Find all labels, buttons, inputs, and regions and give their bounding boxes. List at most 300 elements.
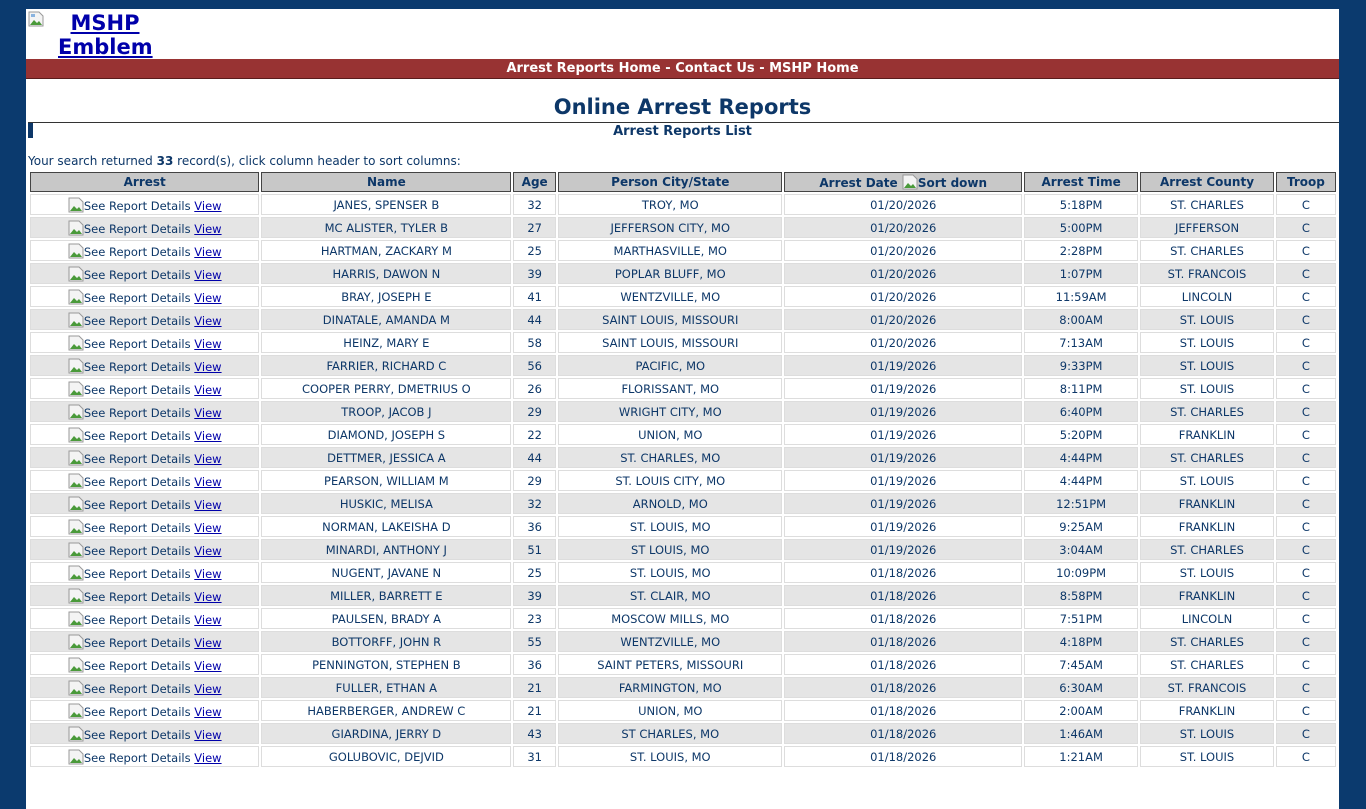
table-row — [30, 194, 1336, 215]
city-state-cell: SAINT PETERS, MISSOURI — [558, 654, 782, 675]
report-details-image-icon — [68, 381, 84, 397]
age-cell: 36 — [513, 516, 556, 537]
city-state-cell: FLORISSANT, MO — [558, 378, 782, 399]
city-state-cell: JEFFERSON CITY, MO — [558, 217, 782, 238]
age-cell: 29 — [513, 470, 556, 491]
table-row — [30, 470, 1336, 491]
city-state-cell: MOSCOW MILLS, MO — [558, 608, 782, 629]
city-state-cell: MARTHASVILLE, MO — [558, 240, 782, 261]
view-report-link[interactable]: View — [194, 428, 222, 443]
age-cell: 21 — [513, 700, 556, 721]
arrest-date-cell: 01/19/2026 — [784, 516, 1022, 537]
view-report-link[interactable]: View — [194, 313, 222, 328]
report-details-alt-text: See Report Details — [83, 267, 191, 282]
arrest-time-cell: 3:04AM — [1024, 539, 1138, 560]
name-cell: MINARDI, ANTHONY J — [261, 539, 511, 560]
age-cell: 44 — [513, 447, 556, 468]
report-details-alt-text: See Report Details — [83, 198, 191, 213]
report-details-alt-text: See Report Details — [83, 244, 191, 259]
arrest-date-cell: 01/18/2026 — [784, 677, 1022, 698]
arrest-county-cell: ST. LOUIS — [1140, 470, 1274, 491]
report-details-alt-text: See Report Details — [83, 221, 191, 236]
arrest-time-cell: 7:45AM — [1024, 654, 1138, 675]
table-row — [30, 631, 1336, 652]
city-state-cell: ST. LOUIS, MO — [558, 516, 782, 537]
troop-cell: C — [1276, 631, 1336, 652]
top-nav — [26, 59, 1339, 79]
name-cell: FULLER, ETHAN A — [261, 677, 511, 698]
arrest-cell — [30, 700, 259, 721]
search-summary — [28, 153, 461, 169]
name-cell: HARRIS, DAWON N — [261, 263, 511, 284]
report-details-image-icon — [68, 404, 84, 420]
report-details-alt-text: See Report Details — [83, 382, 191, 397]
view-report-link[interactable]: View — [194, 543, 222, 558]
name-cell: BRAY, JOSEPH E — [261, 286, 511, 307]
city-state-cell: UNION, MO — [558, 700, 782, 721]
arrest-date-cell: 01/20/2026 — [784, 309, 1022, 330]
name-cell: GOLUBOVIC, DEJVID — [261, 746, 511, 767]
troop-cell: C — [1276, 539, 1336, 560]
arrest-date-cell: 01/20/2026 — [784, 286, 1022, 307]
arrest-time-cell: 8:00AM — [1024, 309, 1138, 330]
report-details-image-icon — [68, 312, 84, 328]
troop-cell: C — [1276, 424, 1336, 445]
view-report-link[interactable]: View — [194, 681, 222, 696]
report-details-image-icon — [68, 565, 84, 581]
page-title: Online Arrest Reports — [553, 95, 812, 119]
arrest-county-cell: ST. LOUIS — [1140, 378, 1274, 399]
arrest-county-cell: JEFFERSON — [1140, 217, 1274, 238]
arrest-date-cell: 01/18/2026 — [784, 585, 1022, 606]
report-details-alt-text: See Report Details — [83, 336, 191, 351]
report-details-alt-text: See Report Details — [83, 313, 191, 328]
arrest-date-cell: 01/20/2026 — [784, 332, 1022, 353]
troop-cell: C — [1276, 470, 1336, 491]
report-details-alt-text: See Report Details — [83, 359, 191, 374]
arrest-cell — [30, 217, 259, 238]
page-container — [26, 9, 1339, 809]
table-header-row — [30, 172, 1336, 192]
report-details-image-icon — [68, 220, 84, 236]
arrest-cell — [30, 677, 259, 698]
table-row — [30, 424, 1336, 445]
arrest-cell — [30, 424, 259, 445]
troop-cell: C — [1276, 562, 1336, 583]
report-details-alt-text: See Report Details — [83, 635, 191, 650]
city-state-cell: UNION, MO — [558, 424, 782, 445]
name-cell: HUSKIC, MELISA — [261, 493, 511, 514]
name-cell: NORMAN, LAKEISHA D — [261, 516, 511, 537]
arrest-county-cell: ST. CHARLES — [1140, 539, 1274, 560]
name-cell: DINATALE, AMANDA M — [261, 309, 511, 330]
arrest-cell — [30, 286, 259, 307]
view-report-link[interactable]: View — [194, 198, 222, 213]
arrest-cell — [30, 493, 259, 514]
arrest-county-cell: ST. LOUIS — [1140, 562, 1274, 583]
report-details-alt-text: See Report Details — [83, 405, 191, 420]
view-report-link[interactable]: View — [194, 704, 222, 719]
table-row — [30, 355, 1336, 376]
table-row — [30, 677, 1336, 698]
report-details-image-icon — [68, 335, 84, 351]
age-cell: 25 — [513, 240, 556, 261]
report-details-image-icon — [68, 542, 84, 558]
table-row — [30, 654, 1336, 675]
report-details-alt-text: See Report Details — [83, 497, 191, 512]
view-report-link[interactable]: View — [194, 221, 222, 236]
arrest-county-cell: ST. CHARLES — [1140, 194, 1274, 215]
arrest-date-cell: 01/18/2026 — [784, 631, 1022, 652]
city-state-cell: SAINT LOUIS, MISSOURI — [558, 309, 782, 330]
arrest-cell — [30, 309, 259, 330]
city-state-cell: ST CHARLES, MO — [558, 723, 782, 744]
name-cell: HARTMAN, ZACKARY M — [261, 240, 511, 261]
arrest-county-cell: FRANKLIN — [1140, 516, 1274, 537]
report-details-image-icon — [68, 703, 84, 719]
arrest-date-cell: 01/19/2026 — [784, 470, 1022, 491]
column-header-troop[interactable]: Troop — [1276, 172, 1336, 192]
sort-down-alt-text: Sort down — [917, 176, 988, 190]
arrest-cell — [30, 723, 259, 744]
age-cell: 36 — [513, 654, 556, 675]
city-state-cell: SAINT LOUIS, MISSOURI — [558, 332, 782, 353]
troop-cell: C — [1276, 654, 1336, 675]
report-details-alt-text: See Report Details — [83, 474, 191, 489]
age-cell: 51 — [513, 539, 556, 560]
name-cell: DIAMOND, JOSEPH S — [261, 424, 511, 445]
name-cell: HEINZ, MARY E — [261, 332, 511, 353]
arrest-date-cell: 01/18/2026 — [784, 562, 1022, 583]
name-cell: NUGENT, JAVANE N — [261, 562, 511, 583]
report-details-alt-text: See Report Details — [83, 451, 191, 466]
column-header-name[interactable]: Name — [261, 172, 511, 192]
city-state-cell: ST. CLAIR, MO — [558, 585, 782, 606]
name-cell: JANES, SPENSER B — [261, 194, 511, 215]
table-row — [30, 286, 1336, 307]
table-row — [30, 447, 1336, 468]
arrest-time-cell: 10:09PM — [1024, 562, 1138, 583]
record-count: 33 — [156, 154, 174, 168]
report-details-image-icon — [68, 266, 84, 282]
arrest-time-cell: 4:44PM — [1024, 447, 1138, 468]
view-report-link[interactable]: View — [194, 658, 222, 673]
troop-cell: C — [1276, 447, 1336, 468]
age-cell: 27 — [513, 217, 556, 238]
age-cell: 43 — [513, 723, 556, 744]
troop-cell: C — [1276, 723, 1336, 744]
report-details-alt-text: See Report Details — [83, 704, 191, 719]
troop-cell: C — [1276, 217, 1336, 238]
nav-separator: - — [660, 61, 676, 76]
arrest-date-cell: 01/19/2026 — [784, 539, 1022, 560]
report-details-image-icon — [68, 588, 84, 604]
name-cell: MC ALISTER, TYLER B — [261, 217, 511, 238]
arrest-time-cell: 9:25AM — [1024, 516, 1138, 537]
arrest-time-cell: 6:30AM — [1024, 677, 1138, 698]
report-details-image-icon — [68, 749, 84, 765]
table-row — [30, 378, 1336, 399]
arrest-date-label: Arrest Date — [819, 176, 898, 190]
view-report-link[interactable]: View — [194, 727, 222, 742]
city-state-cell: FARMINGTON, MO — [558, 677, 782, 698]
column-header-age[interactable]: Age — [513, 172, 556, 192]
nav-mshp-home[interactable]: MSHP Home — [769, 61, 859, 76]
troop-cell: C — [1276, 194, 1336, 215]
view-report-link[interactable]: View — [194, 267, 222, 282]
arrest-county-cell: ST. FRANCOIS — [1140, 677, 1274, 698]
arrest-date-cell: 01/19/2026 — [784, 378, 1022, 399]
name-cell: TROOP, JACOB J — [261, 401, 511, 422]
troop-cell: C — [1276, 378, 1336, 399]
name-cell: PEARSON, WILLIAM M — [261, 470, 511, 491]
arrest-county-cell: ST. LOUIS — [1140, 309, 1274, 330]
mshp-emblem-link[interactable] — [28, 11, 178, 59]
city-state-cell: WENTZVILLE, MO — [558, 286, 782, 307]
arrest-county-cell: ST. LOUIS — [1140, 723, 1274, 744]
report-details-image-icon — [68, 496, 84, 512]
city-state-cell: ST. LOUIS CITY, MO — [558, 470, 782, 491]
troop-cell: C — [1276, 746, 1336, 767]
age-cell: 25 — [513, 562, 556, 583]
arrest-county-cell: FRANKLIN — [1140, 493, 1274, 514]
report-details-alt-text: See Report Details — [83, 290, 191, 305]
report-details-alt-text: See Report Details — [83, 750, 191, 765]
age-cell: 56 — [513, 355, 556, 376]
arrest-date-cell: 01/20/2026 — [784, 194, 1022, 215]
logo-alt-text: MSHP Emblem — [58, 11, 153, 59]
view-report-link[interactable]: View — [194, 474, 222, 489]
arrest-county-cell: ST. LOUIS — [1140, 332, 1274, 353]
arrest-cell — [30, 240, 259, 261]
arrest-time-cell: 7:13AM — [1024, 332, 1138, 353]
table-row — [30, 608, 1336, 629]
table-row — [30, 332, 1336, 353]
table-row — [30, 539, 1336, 560]
table-row — [30, 493, 1336, 514]
age-cell: 31 — [513, 746, 556, 767]
arrest-time-cell: 1:46AM — [1024, 723, 1138, 744]
arrest-cell — [30, 355, 259, 376]
name-cell: PAULSEN, BRADY A — [261, 608, 511, 629]
table-row — [30, 240, 1336, 261]
arrest-time-cell: 12:51PM — [1024, 493, 1138, 514]
column-header-arrest-date[interactable] — [784, 172, 1022, 192]
arrest-county-cell: LINCOLN — [1140, 608, 1274, 629]
arrest-county-cell: LINCOLN — [1140, 286, 1274, 307]
arrest-time-cell: 8:58PM — [1024, 585, 1138, 606]
arrest-time-cell: 2:00AM — [1024, 700, 1138, 721]
page-subtitle: Arrest Reports List — [613, 124, 752, 139]
name-cell: MILLER, BARRETT E — [261, 585, 511, 606]
troop-cell: C — [1276, 585, 1336, 606]
report-details-image-icon — [68, 726, 84, 742]
report-details-image-icon — [68, 680, 84, 696]
arrest-date-cell: 01/19/2026 — [784, 355, 1022, 376]
troop-cell: C — [1276, 700, 1336, 721]
report-details-image-icon — [68, 358, 84, 374]
arrest-time-cell: 5:18PM — [1024, 194, 1138, 215]
arrest-date-cell: 01/19/2026 — [784, 447, 1022, 468]
arrest-date-cell: 01/18/2026 — [784, 608, 1022, 629]
arrest-date-cell: 01/20/2026 — [784, 240, 1022, 261]
summary-suffix: record(s), click column header to sort columns: — [173, 154, 461, 168]
report-details-alt-text: See Report Details — [83, 520, 191, 535]
arrest-cell — [30, 516, 259, 537]
report-details-alt-text: See Report Details — [83, 658, 191, 673]
age-cell: 21 — [513, 677, 556, 698]
table-row — [30, 516, 1336, 537]
arrest-county-cell: ST. CHARLES — [1140, 654, 1274, 675]
arrest-date-cell: 01/18/2026 — [784, 723, 1022, 744]
table-row — [30, 217, 1336, 238]
name-cell: PENNINGTON, STEPHEN B — [261, 654, 511, 675]
report-details-image-icon — [68, 289, 84, 305]
arrest-time-cell: 7:51PM — [1024, 608, 1138, 629]
arrest-date-cell: 01/19/2026 — [784, 424, 1022, 445]
name-cell: FARRIER, RICHARD C — [261, 355, 511, 376]
nav-contact-us[interactable]: Contact Us — [675, 61, 755, 76]
view-report-link[interactable]: View — [194, 589, 222, 604]
city-state-cell: ST. LOUIS, MO — [558, 562, 782, 583]
arrest-cell — [30, 585, 259, 606]
arrest-time-cell: 6:40PM — [1024, 401, 1138, 422]
name-cell: GIARDINA, JERRY D — [261, 723, 511, 744]
arrest-cell — [30, 654, 259, 675]
report-details-alt-text: See Report Details — [83, 566, 191, 581]
view-report-link[interactable]: View — [194, 244, 222, 259]
column-header-arrest-time[interactable]: Arrest Time — [1024, 172, 1138, 192]
arrest-cell — [30, 608, 259, 629]
troop-cell: C — [1276, 309, 1336, 330]
nav-separator: - — [754, 61, 770, 76]
column-header-arrest-county[interactable]: Arrest County — [1140, 172, 1274, 192]
arrest-reports-table — [28, 170, 1338, 769]
arrest-cell — [30, 263, 259, 284]
view-report-link[interactable]: View — [194, 382, 222, 397]
arrest-county-cell: FRANKLIN — [1140, 700, 1274, 721]
table-row — [30, 723, 1336, 744]
name-cell: BOTTORFF, JOHN R — [261, 631, 511, 652]
age-cell: 39 — [513, 585, 556, 606]
report-details-alt-text: See Report Details — [83, 681, 191, 696]
report-details-alt-text: See Report Details — [83, 428, 191, 443]
table-row — [30, 401, 1336, 422]
arrest-cell — [30, 378, 259, 399]
name-cell: DETTMER, JESSICA A — [261, 447, 511, 468]
report-details-alt-text: See Report Details — [83, 612, 191, 627]
view-report-link[interactable]: View — [194, 290, 222, 305]
age-cell: 41 — [513, 286, 556, 307]
troop-cell: C — [1276, 401, 1336, 422]
arrest-county-cell: ST. LOUIS — [1140, 355, 1274, 376]
arrest-date-cell: 01/18/2026 — [784, 654, 1022, 675]
view-report-link[interactable]: View — [194, 750, 222, 765]
arrest-time-cell: 1:21AM — [1024, 746, 1138, 767]
arrest-county-cell: ST. LOUIS — [1140, 746, 1274, 767]
city-state-cell: TROY, MO — [558, 194, 782, 215]
arrest-cell — [30, 470, 259, 491]
report-details-alt-text: See Report Details — [83, 543, 191, 558]
troop-cell: C — [1276, 355, 1336, 376]
view-report-link[interactable]: View — [194, 359, 222, 374]
broken-image-icon — [28, 11, 44, 27]
nav-arrest-reports-home[interactable]: Arrest Reports Home — [506, 61, 661, 76]
arrest-date-cell: 01/18/2026 — [784, 700, 1022, 721]
column-header-city-state[interactable]: Person City/State — [558, 172, 782, 192]
age-cell: 44 — [513, 309, 556, 330]
city-state-cell: WRIGHT CITY, MO — [558, 401, 782, 422]
arrest-cell — [30, 562, 259, 583]
arrest-time-cell: 8:11PM — [1024, 378, 1138, 399]
age-cell: 58 — [513, 332, 556, 353]
table-row — [30, 263, 1336, 284]
view-report-link[interactable]: View — [194, 635, 222, 650]
troop-cell: C — [1276, 493, 1336, 514]
arrest-cell — [30, 332, 259, 353]
arrest-county-cell: ST. CHARLES — [1140, 631, 1274, 652]
report-details-image-icon — [68, 657, 84, 673]
view-report-link[interactable]: View — [194, 497, 222, 512]
view-report-link[interactable]: View — [194, 520, 222, 535]
arrest-time-cell: 4:18PM — [1024, 631, 1138, 652]
age-cell: 22 — [513, 424, 556, 445]
summary-prefix: Your search returned — [28, 154, 157, 168]
report-details-image-icon — [68, 634, 84, 650]
report-details-image-icon — [68, 519, 84, 535]
age-cell: 23 — [513, 608, 556, 629]
city-state-cell: PACIFIC, MO — [558, 355, 782, 376]
arrest-date-cell: 01/18/2026 — [784, 746, 1022, 767]
city-state-cell: WENTZVILLE, MO — [558, 631, 782, 652]
view-report-link[interactable]: View — [194, 336, 222, 351]
report-details-image-icon — [68, 427, 84, 443]
arrest-county-cell: FRANKLIN — [1140, 424, 1274, 445]
view-report-link[interactable]: View — [194, 566, 222, 581]
report-details-image-icon — [68, 450, 84, 466]
arrest-time-cell: 5:00PM — [1024, 217, 1138, 238]
report-details-image-icon — [68, 197, 84, 213]
view-report-link[interactable]: View — [194, 612, 222, 627]
troop-cell: C — [1276, 286, 1336, 307]
arrest-time-cell: 1:07PM — [1024, 263, 1138, 284]
arrest-county-cell: ST. CHARLES — [1140, 447, 1274, 468]
age-cell: 29 — [513, 401, 556, 422]
report-details-alt-text: See Report Details — [83, 589, 191, 604]
arrest-date-cell: 01/20/2026 — [784, 217, 1022, 238]
arrest-date-cell: 01/19/2026 — [784, 493, 1022, 514]
arrest-time-cell: 2:28PM — [1024, 240, 1138, 261]
table-row — [30, 700, 1336, 721]
arrest-county-cell: ST. CHARLES — [1140, 240, 1274, 261]
city-state-cell: ST LOUIS, MO — [558, 539, 782, 560]
report-details-image-icon — [68, 243, 84, 259]
city-state-cell: ARNOLD, MO — [558, 493, 782, 514]
view-report-link[interactable]: View — [194, 451, 222, 466]
age-cell: 32 — [513, 194, 556, 215]
table-row — [30, 309, 1336, 330]
report-details-image-icon — [68, 473, 84, 489]
view-report-link[interactable]: View — [194, 405, 222, 420]
column-header-arrest[interactable]: Arrest — [30, 172, 259, 192]
arrest-date-cell: 01/19/2026 — [784, 401, 1022, 422]
arrest-cell — [30, 401, 259, 422]
arrest-cell — [30, 746, 259, 767]
age-cell: 39 — [513, 263, 556, 284]
age-cell: 32 — [513, 493, 556, 514]
table-row — [30, 746, 1336, 767]
name-cell: HABERBERGER, ANDREW C — [261, 700, 511, 721]
